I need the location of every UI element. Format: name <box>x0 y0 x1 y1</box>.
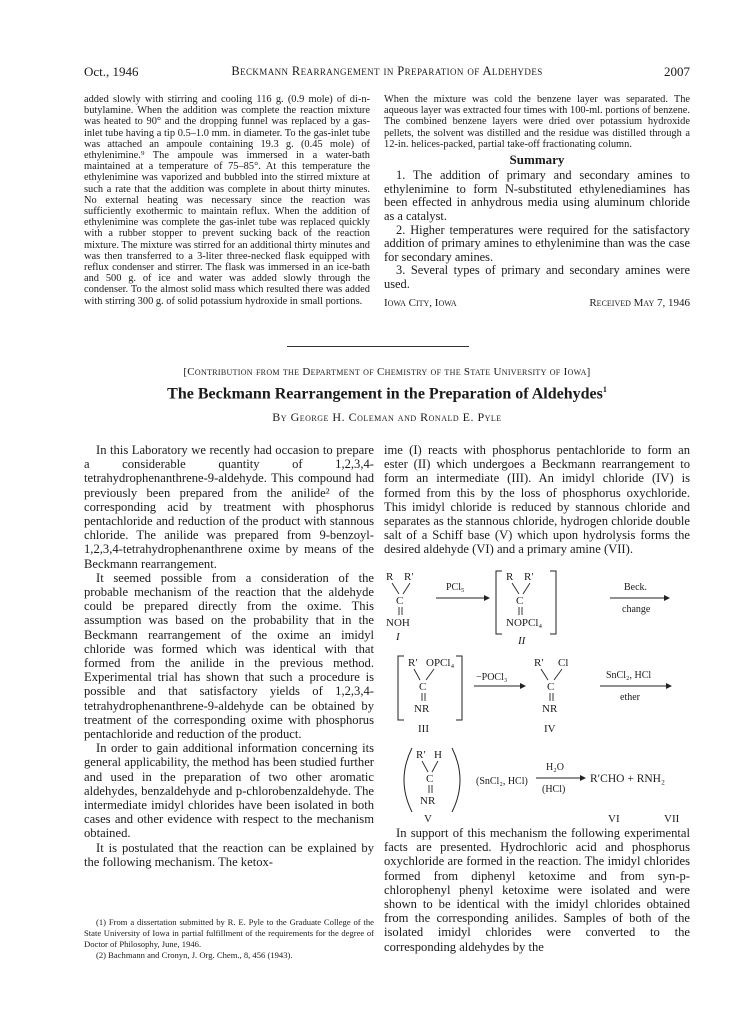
scheme-cl: Cl <box>558 657 569 669</box>
paragraph: It is postulated that the reaction can be explained by the following mechanism. The ketox- <box>84 840 374 869</box>
summary-heading: Summary <box>509 152 565 168</box>
header-title: Beckmann Rearrangement in Preparation of Aldehydes <box>231 64 543 78</box>
paragraph: It seemed possible from a consideration of the probable mechanism of the reaction that the aldehyde could be prepared directly from the oxime. This assumption was based on the probability that in the Beckmann rearrangement of the oxime an imidyl chloride was formed which was identical with that formed from the anilide in the previous method. Experimental trial has shown that such a procedure is possible and that satisfactory yields of 1,2,3,4-tetrahydrophenanthrene-9-aldehyde can be obtained by treatment of the corresponding oxime with phosphorus pentachloride and reduction of the product. <box>84 570 374 742</box>
scheme-r: R <box>386 571 394 583</box>
paragraph: In order to gain additional information concerning its general applicability, the method has been studied further and used in the preparation of two other aromatic aldehydes, benzaldehyde and p-chlorobenzaldehyde. The intermediate imidyl chlorides have been isolated in both cases and other evidence with respect to the mechanism obtained. <box>84 741 374 841</box>
scheme-r-prime-3: R′ <box>408 657 418 669</box>
summary-point-2: 2. Higher temperatures were required for the satisfactory addition of primary amines to ethylenimine than was the case for secondary amines. <box>384 222 690 264</box>
beck-label: Beck. <box>624 582 648 593</box>
hcl-paren: (HCl) <box>542 784 566 795</box>
title-footnote-ref: 1 <box>602 385 607 394</box>
submission-line <box>384 298 690 309</box>
minus-pocl3: −POCl₃ <box>476 672 508 683</box>
article-title <box>84 385 690 403</box>
label-i: I <box>396 631 400 643</box>
page-number: 2007 <box>664 64 690 79</box>
received-date: Received May 7, 1946 <box>589 296 690 309</box>
scheme-r-prime: R′ <box>404 571 414 583</box>
label-iii: III <box>418 723 429 735</box>
scheme-c-2: C <box>516 595 524 607</box>
change-label: change <box>622 604 651 615</box>
footnote-2: (2) Bachmann and Cronyn, J. Org. Chem., 8, 456 (1943). <box>96 950 293 960</box>
label-vi: VI <box>608 813 620 824</box>
h2o-reagent: H₂O <box>546 762 564 773</box>
running-header <box>84 64 690 80</box>
pcl5-reagent: PCl₅ <box>446 582 465 593</box>
evidence-paragraph: In support of this mechanism the following experimental facts are presented. Hydrochloric acid and phosphorus oxychloride are formed in the reaction. The imidyl chlorides formed from diphenyl ketoxime and from syn-p-chlorophenyl phenyl ketoxime were isolated and were shown to be identical with the imidyl chlorides obtained from the corresponding anilides. Samples of both of the isolated imidyl chlorides were converted to the corresponding aldehydes by the <box>384 826 690 954</box>
scheme-r-prime-4: R′ <box>534 657 544 669</box>
article-right-column <box>384 443 690 557</box>
scheme-c-4: C <box>547 681 555 693</box>
summary-point-3: 3. Several types of primary and secondary amines were used. <box>384 263 690 291</box>
scheme-r-prime-2: R′ <box>524 571 534 583</box>
products: R′CHO + RNH₂ <box>590 773 665 785</box>
scheme-r-2: R <box>506 571 514 583</box>
article-title-text: The Beckmann Rearrangement in the Preparation of Aldehydes <box>167 385 603 403</box>
label-vii: VII <box>664 813 680 824</box>
scheme-c-5: C <box>426 773 434 785</box>
footnotes <box>84 917 374 961</box>
footnote-1: (1) From a dissertation submitted by R. E. Pyle to the Graduate College of the State University of Iowa in partial fulfillment of the requirements for the degree of Doctor of Philosophy, June, 1946. <box>84 917 374 949</box>
header-date: Oct., 1946 <box>84 64 139 79</box>
reaction-mechanism-scheme <box>384 568 690 824</box>
label-iv: IV <box>544 723 556 735</box>
scheme-nr-3: NR <box>420 795 436 807</box>
ether-label: ether <box>620 692 640 703</box>
article-right-column-continued <box>384 826 690 954</box>
previous-article-right-column <box>384 94 690 309</box>
scheme-nr-2: NR <box>542 703 558 715</box>
experimental-text: added slowly with stirring and cooling 116 g. (0.9 mole) of di-n-butylamine. When the addition was complete the reaction mixture was heated to 90° and the dropping funnel was replaced by a gas-inlet tube having a tip 0.5–1.0 mm. in diameter. To the gas-inlet tube was attached an ampoule containing 19.3 g. (0.45 mole) of ethylenimine.⁹ The ampoule was immersed in a water-bath maintained at a temperature of 75–85°. At this temperature the ethylenimine was vaporized and bubbled into the stirred mixture at such a rate that the addition was complete in about thirty minutes. No external heating was necessary since the reaction was sufficiently exothermic to maintain reflux. When the addition of ethylenimine was complete the gas-inlet tube was replaced quickly with a rubber stopper to prevent sucking back of the reaction mixture. The mixture was stirred for an additional thirty minutes and was then transferred to a 3-liter three-necked flask equipped with reflux condenser and stirrer. The flask was immersed in an ice-bath and 500 g. of ice and water was added slowly through the condenser. To the almost solid mass which resulted there was added with stirring 300 g. of solid potassium hydroxide in small portions. <box>84 94 370 307</box>
scheme-r-prime-5: R′ <box>416 749 426 761</box>
article-left-column <box>84 443 374 869</box>
label-v: V <box>424 813 432 824</box>
contribution-line: [Contribution from the Department of Chemistry of the State University of Iowa] <box>183 366 591 378</box>
sncl2-hcl: SnCl₂, HCl <box>606 670 652 681</box>
scheme-c: C <box>396 595 404 607</box>
experimental-text-continued: When the mixture was cold the benzene layer was separated. The aqueous layer was extracted four times with 100-ml. portions of benzene. The combined benzene layers were dried over potassium hydroxide pellets, the solvent was distilled and the residue was distilled through a 12-in. helices-packed, partial take-off fractionating column. <box>384 94 690 150</box>
label-ii: II <box>518 635 526 647</box>
scheme-nopcl4: NOPCl₄ <box>506 617 543 629</box>
scheme-noh: NOH <box>386 617 410 629</box>
sncl2-hcl-paren: (SnCl₂, HCl) <box>476 776 528 787</box>
scheme-opcl4: OPCl₄ <box>426 657 455 669</box>
article-separator <box>287 346 469 347</box>
paragraph: In this Laboratory we recently had occasion to prepare a considerable quantity of 1,2,3,4-tetrahydrophenanthrene-9-aldehyde. This compound had previously been prepared from the anilide² of the corresponding acid by treatment with phosphorus pentachloride and reduction of the product with stannous chloride. The anilide was prepared from 9-benzoyl-1,2,3,4-tetrahydrophenanthrene oxime by means of the Beckmann rearrangement. <box>84 443 374 571</box>
scheme-h: H <box>434 749 442 761</box>
previous-article-left-column <box>84 94 370 307</box>
scheme-nr: NR <box>414 703 430 715</box>
place: Iowa City, Iowa <box>384 296 457 309</box>
summary-point-1: 1. The addition of primary and secondary amines to ethylenimine to form N-substituted ethylenediamines has been effected in anhydrous media using aluminum chloride as a catalyst. <box>384 168 690 223</box>
mechanism-paragraph: ime (I) reacts with phosphorus pentachloride to form an ester (II) which undergoes a Beckmann rearrangement to form an intermediate (III). An imidyl chloride (IV) is formed from this by the loss of phosphorus oxychloride. This imidyl chloride is reduced by stannous chloride and separates as the stannous chloride, hydrogen chloride double salt of a Schiff base (V) which upon hydrolysis forms the desired aldehyde (VI) and a primary amine (VII). <box>384 443 690 557</box>
scheme-c-3: C <box>419 681 427 693</box>
byline: By George H. Coleman and Ronald E. Pyle <box>272 410 502 424</box>
